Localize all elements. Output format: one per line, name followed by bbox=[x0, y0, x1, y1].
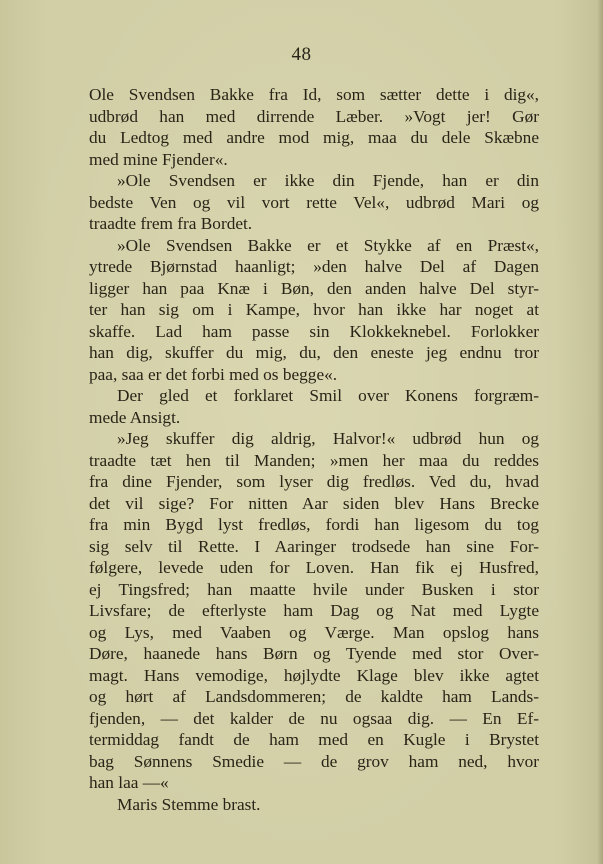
text-line: »Ole Svendsen er ikke din Fjende, han er din bbox=[117, 171, 539, 190]
text-line: traadte tæt hen til Manden; »men her maa du reddes bbox=[89, 450, 539, 470]
text-line: han laa —« bbox=[89, 773, 169, 792]
text-line: ej Tingsfred; han maatte hvile under Busken i stor bbox=[89, 579, 539, 599]
text-line: mede Ansigt. bbox=[89, 407, 181, 427]
text-line: Livsfare; de efterlyste ham Dag og Nat med Lygte bbox=[89, 601, 539, 620]
text-line: fra min Bygd lyst fredløs, fordi han ligesom du tog bbox=[89, 515, 539, 534]
text-line: ytrede Bjørnstad haanligt; »den halve Del af Dagen bbox=[89, 257, 539, 276]
body-text bbox=[89, 84, 539, 815]
text-line: og hørt af Landsdommeren; de kaldte ham Lands- bbox=[89, 687, 539, 706]
page-number: 48 bbox=[291, 44, 312, 65]
text-line: Maris Stemme brast. bbox=[117, 794, 261, 814]
text-line: paa, saa er det forbi med os begge«. bbox=[89, 364, 338, 384]
page-edge-shadow bbox=[597, 0, 603, 864]
text-line: skaffe. Lad ham passe sin Klokkeknebel. Forlokker bbox=[89, 321, 539, 341]
text-line: bedste Ven og vil vort rette Vel«, udbrød Mari og bbox=[89, 192, 539, 212]
text-line: traadte frem fra Bordet. bbox=[89, 214, 253, 233]
text-line: du Ledtog med andre mod mig, maa du dele Skæbne bbox=[89, 128, 539, 147]
text-line: fra dine Fjender, som lyser dig fredløs. Ved du, hvad bbox=[89, 472, 539, 491]
text-line: med mine Fjender«. bbox=[89, 149, 228, 169]
text-line: magt. Hans vemodige, højlydte Klage blev ikke agtet bbox=[89, 665, 539, 685]
text-line: Der gled et forklaret Smil over Konens forgræm- bbox=[117, 386, 539, 405]
text-line: ligger han paa Knæ i Bøn, den anden halve Del styr- bbox=[89, 278, 539, 298]
text-line: og Lys, med Vaaben og Værge. Man opslog hans bbox=[89, 622, 539, 642]
text-line: Døre, haanede hans Børn og Tyende med stor Over- bbox=[89, 644, 539, 663]
text-line: han dig, skuffer du mig, du, den eneste jeg endnu tror bbox=[89, 343, 539, 362]
text-line: »Jeg skuffer dig aldrig, Halvor!« udbrød hun og bbox=[117, 429, 539, 448]
text-line: sig selv til Rette. I Aaringer trodsede han sine For- bbox=[89, 536, 539, 556]
text-line: følgere, levede uden for Loven. Han fik ej Husfred, bbox=[89, 558, 539, 577]
text-line: bag Sønnens Smedie — de grov ham ned, hvor bbox=[89, 751, 539, 771]
text-line: termiddag fandt de ham med en Kugle i Brystet bbox=[89, 730, 539, 749]
text-line: fjenden, — det kalder de nu ogsaa dig. — En Ef- bbox=[89, 708, 539, 728]
text-line: det vil sige? For nitten Aar siden blev Hans Brecke bbox=[89, 493, 539, 513]
text-line: Ole Svendsen Bakke fra Id, som sætter dette i dig«, bbox=[89, 85, 539, 104]
text-line: ter han sig om i Kampe, hvor han ikke har noget at bbox=[89, 300, 539, 319]
text-line: »Ole Svendsen Bakke er et Stykke af en Præst«, bbox=[117, 235, 539, 255]
text-line: udbrød han med dirrende Læber. »Vogt jer! Gør bbox=[89, 106, 539, 126]
